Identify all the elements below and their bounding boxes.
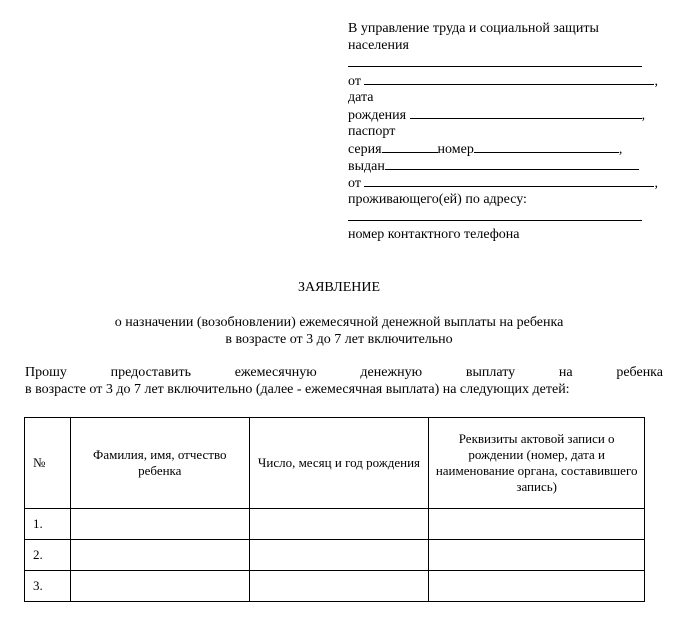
- series-label: серия: [348, 142, 382, 157]
- number-label: номер: [437, 142, 474, 157]
- row-num: 2.: [25, 540, 71, 571]
- birth-date-field[interactable]: [410, 106, 642, 119]
- table-row: [25, 571, 645, 602]
- header-birthdate: Число, месяц и год рождения: [249, 418, 429, 509]
- birth-record-cell[interactable]: [429, 540, 645, 571]
- header-num: №: [25, 418, 71, 509]
- children-table: [24, 417, 645, 602]
- from-label: от: [348, 74, 361, 89]
- birth-comma: ,: [641, 108, 646, 123]
- addressee-block: [348, 20, 666, 243]
- header-child-name: Фамилия, имя, отчество ребенка: [70, 418, 249, 509]
- passport-series-field[interactable]: [382, 140, 438, 153]
- table-header-row: [25, 418, 645, 509]
- document-title: ЗАЯВЛЕНИЕ: [297, 280, 381, 295]
- intro-line-2: в возрасте от 3 до 7 лет включительно (далее - ежемесячная выплата) на следующих детей:: [25, 382, 570, 397]
- series-comma: ,: [618, 142, 623, 157]
- birthdate-cell[interactable]: [249, 509, 429, 540]
- from-field-row: [348, 72, 666, 89]
- phone-label: номер контактного телефона: [348, 227, 520, 242]
- intro-paragraph: [25, 364, 663, 398]
- birth-field-row: [348, 106, 666, 123]
- row-num: 3.: [25, 571, 71, 602]
- child-name-cell[interactable]: [70, 540, 249, 571]
- table-row: [25, 540, 645, 571]
- passport-number-field[interactable]: [474, 140, 619, 153]
- passport-series-row: [348, 140, 666, 157]
- intro-line-1: Прошу предоставить ежемесячную денежную выплату на ребенка: [25, 365, 663, 380]
- issued-field-row: [348, 157, 666, 174]
- from2-comma: ,: [654, 176, 658, 191]
- addressee-line-2: населения: [348, 38, 409, 53]
- addressee-line-1: В управление труда и социальной защиты: [348, 21, 599, 36]
- row-num: 1.: [25, 509, 71, 540]
- birth-record-cell[interactable]: [429, 571, 645, 602]
- header-birth-record: Реквизиты актовой записи о рождении (номер, дата и наименование органа, составившего запись): [429, 418, 645, 509]
- child-name-cell[interactable]: [70, 571, 249, 602]
- issued-label: выдан: [348, 159, 385, 174]
- issued-date-field[interactable]: [364, 174, 654, 187]
- table-row: [25, 509, 645, 540]
- birth-record-cell[interactable]: [429, 509, 645, 540]
- document-subtitle-line-2: в возрасте от 3 до 7 лет включительно: [225, 332, 453, 347]
- issued-by-field[interactable]: [385, 157, 639, 170]
- address-field[interactable]: [348, 208, 642, 221]
- birthdate-cell[interactable]: [249, 571, 429, 602]
- document-subtitle-line-1: о назначении (возобновлении) ежемесячной денежной выплаты на ребенка: [114, 315, 564, 330]
- applicant-name-field[interactable]: [348, 54, 642, 67]
- birthdate-cell[interactable]: [249, 540, 429, 571]
- passport-label: паспорт: [348, 124, 396, 139]
- from2-field-row: [348, 174, 666, 191]
- date-label: дата: [348, 90, 374, 105]
- from-comma: ,: [654, 74, 658, 89]
- child-name-cell[interactable]: [70, 509, 249, 540]
- from2-label: от: [348, 176, 361, 191]
- birth-label: рождения: [348, 108, 407, 123]
- from-field[interactable]: [364, 72, 654, 85]
- residing-label: проживающего(ей) по адресу:: [348, 192, 527, 207]
